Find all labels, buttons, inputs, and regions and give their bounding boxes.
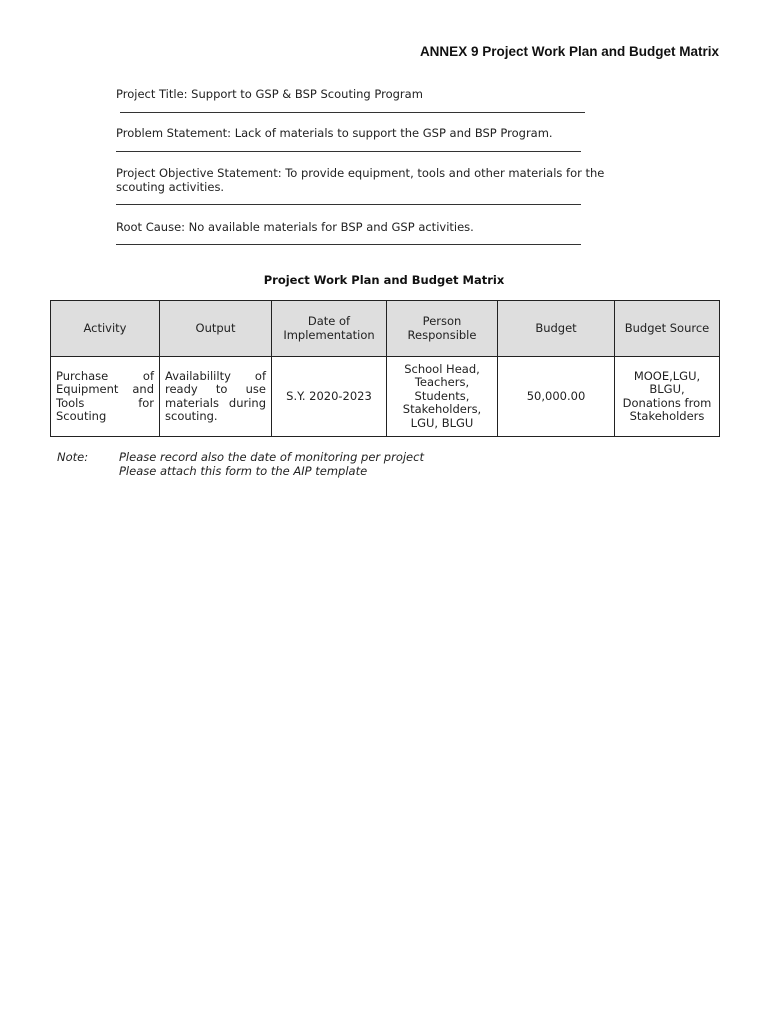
- table-header-row: [51, 301, 720, 357]
- budget-matrix-table: [50, 300, 720, 437]
- problem-statement-underline: [116, 151, 581, 152]
- header-activity: Activity: [51, 301, 160, 357]
- annex-heading: ANNEX 9 Project Work Plan and Budget Matrix: [419, 44, 719, 59]
- note-line-2: Please attach this form to the AIP template: [119, 464, 368, 478]
- header-person: Person Responsible: [387, 301, 498, 357]
- matrix-title: Project Work Plan and Budget Matrix: [263, 273, 505, 287]
- header-budget: Budget: [498, 301, 615, 357]
- header-date: Date of Implementation: [272, 301, 387, 357]
- cell-date: S.Y. 2020-2023: [272, 357, 387, 437]
- note-label: Note:: [57, 450, 89, 464]
- cell-source: MOOE,LGU, BLGU, Donations from Stakeholders: [615, 357, 720, 437]
- root-cause-underline: [116, 244, 581, 245]
- cell-output: Availabililty of ready to use materials during scouting.: [160, 357, 272, 437]
- problem-statement: Problem Statement: Lack of materials to support the GSP and BSP Program.: [116, 126, 553, 140]
- cell-budget: 50,000.00: [498, 357, 615, 437]
- root-cause: Root Cause: No available materials for BSP and GSP activities.: [116, 220, 474, 234]
- project-title: Project Title: Support to GSP & BSP Scouting Program: [116, 87, 423, 101]
- cell-activity: Purchase of Equipment and Tools for Scouting: [51, 357, 160, 437]
- cell-person: School Head, Teachers, Students, Stakeholders, LGU, BLGU: [387, 357, 498, 437]
- header-source: Budget Source: [615, 301, 720, 357]
- objective-statement-underline: [116, 204, 581, 205]
- header-output: Output: [160, 301, 272, 357]
- table-row: [51, 357, 720, 437]
- project-title-underline: [120, 112, 585, 113]
- note-line-1: Please record also the date of monitoring per project: [119, 450, 424, 464]
- objective-statement: Project Objective Statement: To provide equipment, tools and other materials for the scouting activities.: [116, 166, 605, 194]
